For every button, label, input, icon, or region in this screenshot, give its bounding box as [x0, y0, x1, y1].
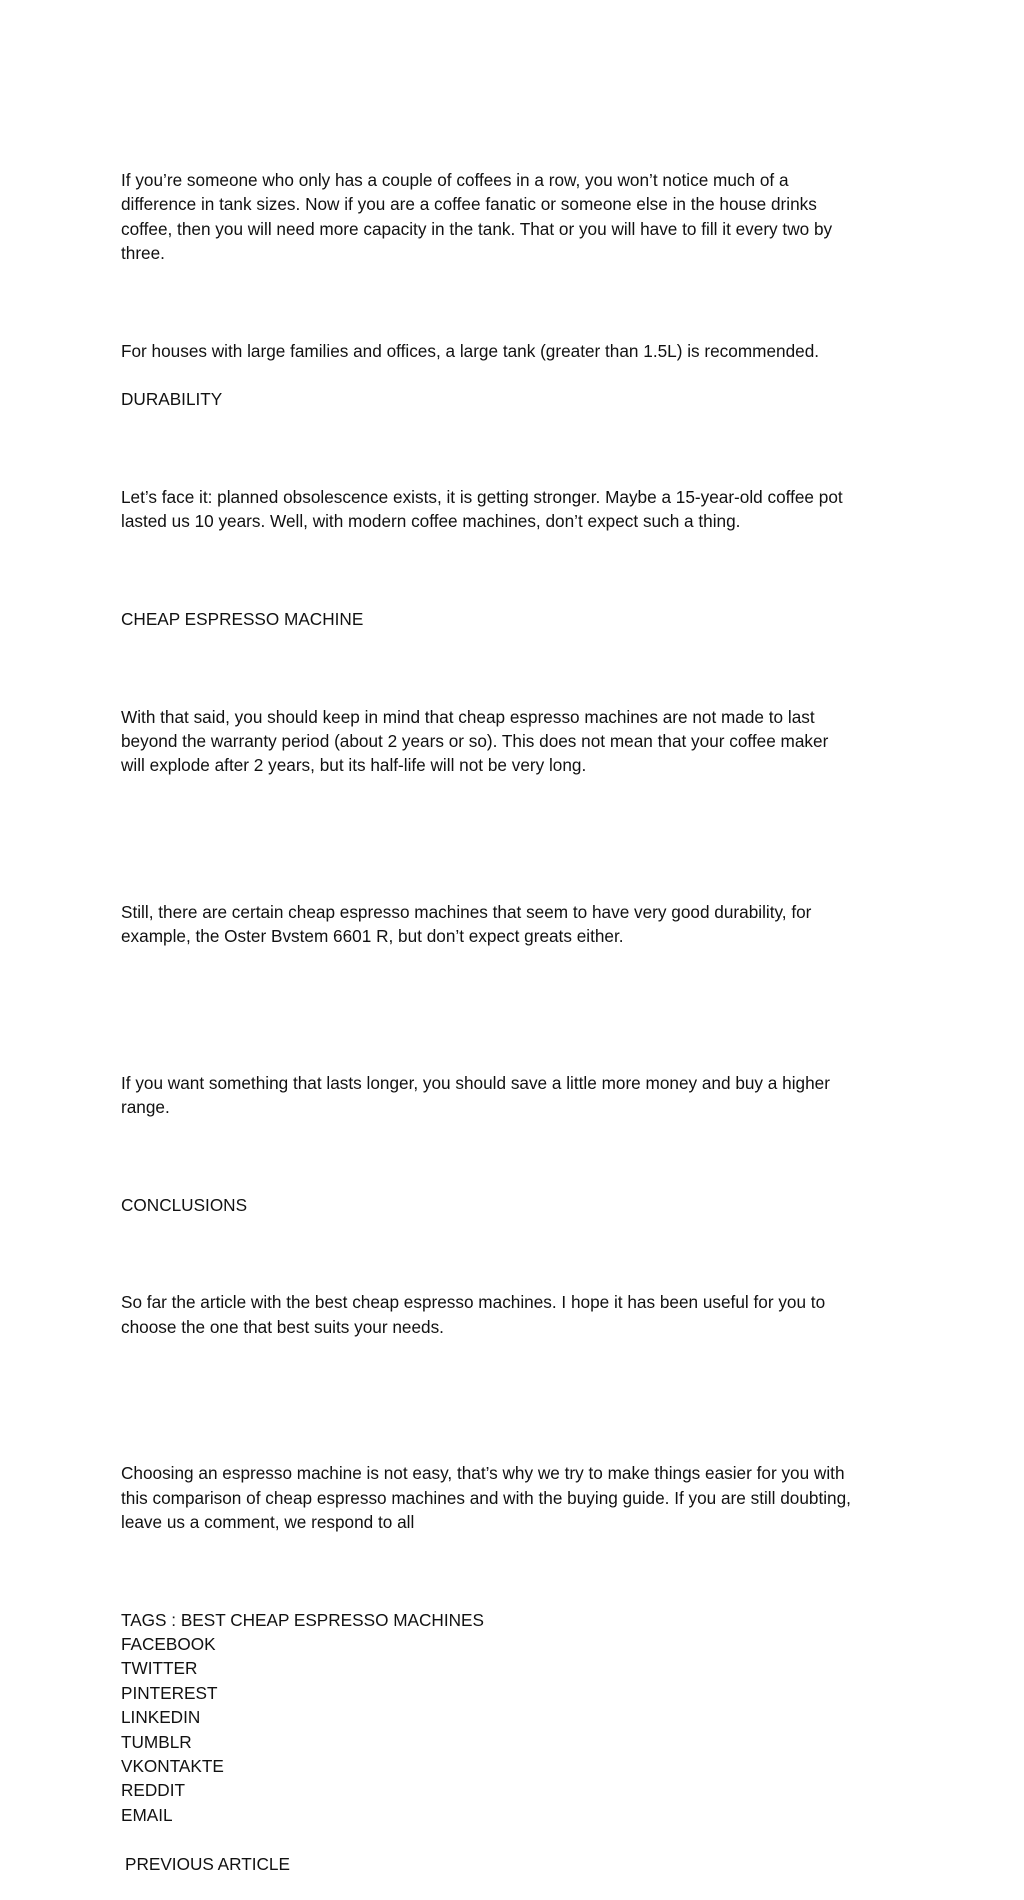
text-line: If you’re someone who only has a couple of coffees in a row, you won’t notice much of a — [121, 169, 789, 190]
text-line: range. — [121, 1097, 170, 1118]
text-line: leave us a comment, we respond to all — [121, 1512, 415, 1532]
text-line: With that said, you should keep in mind that cheap espresso machines are not made to last — [121, 706, 815, 727]
cheap-espresso-heading: CHEAP ESPRESSO MACHINE — [121, 609, 364, 630]
share-linkedin: LINKEDIN — [121, 1707, 201, 1728]
text-line: Choosing an espresso machine is not easy, that’s why we try to make things easier for you with — [121, 1463, 845, 1484]
text-line: coffee, then you will need more capacity in the tank. That or you will have to fill it every two by — [121, 218, 833, 239]
text-line: Let’s face it: planned obsolescence exists, it is getting stronger. Maybe a 15-year-old coffee pot — [121, 487, 843, 508]
share-tumblr: TUMBLR — [121, 1731, 192, 1752]
text-line: three. — [121, 243, 165, 264]
previous-article-label: PREVIOUS ARTICLE — [125, 1853, 290, 1874]
tank-size-paragraph — [121, 119, 911, 314]
large-tank-paragraph: For houses with large families and offices, a large tank (greater than 1.5L) is recommended. — [121, 340, 820, 361]
text-line: this comparison of cheap espresso machines and with the buying guide. If you are still doubting, — [121, 1487, 851, 1508]
text-line: beyond the warranty period (about 2 years or so). This does not mean that your coffee maker — [121, 731, 829, 752]
tags-line: TAGS : BEST CHEAP ESPRESSO MACHINES — [121, 1609, 484, 1630]
text-line: difference in tank sizes. Now if you are a coffee fanatic or someone else in the house drinks — [121, 194, 817, 215]
share-vkontakte: VKONTAKTE — [121, 1756, 224, 1777]
share-facebook: FACEBOOK — [121, 1634, 216, 1655]
choosing-paragraph — [121, 1412, 911, 1583]
durability-heading: DURABILITY — [121, 389, 223, 410]
text-line: choose the one that best suits your needs. — [121, 1316, 444, 1337]
share-email: EMAIL — [121, 1804, 173, 1825]
conclusions-heading: CONCLUSIONS — [121, 1194, 248, 1215]
higher-range-paragraph — [121, 1022, 911, 1168]
text-line: If you want something that lasts longer, you should save a little more money and buy a higher — [121, 1072, 830, 1093]
share-reddit: REDDIT — [121, 1780, 185, 1801]
obsolescence-paragraph — [121, 436, 911, 582]
share-pinterest: PINTEREST — [121, 1682, 218, 1703]
warranty-paragraph — [121, 656, 911, 827]
summary-paragraph — [121, 1242, 911, 1388]
text-line: Still, there are certain cheap espresso machines that seem to have very good durability, for — [121, 901, 812, 922]
text-line: lasted us 10 years. Well, with modern coffee machines, don’t expect such a thing. — [121, 511, 741, 532]
share-twitter: TWITTER — [121, 1658, 198, 1679]
text-line: will explode after 2 years, but its half-life will not be very long. — [121, 755, 587, 776]
document-page — [121, 119, 911, 1900]
text-line: example, the Oster Bvstem 6601 R, but don’t expect greats either. — [121, 926, 624, 947]
text-line: So far the article with the best cheap espresso machines. I hope it has been useful for you to — [121, 1292, 826, 1313]
share-list — [121, 1608, 911, 1828]
durability-example-paragraph — [121, 851, 911, 997]
